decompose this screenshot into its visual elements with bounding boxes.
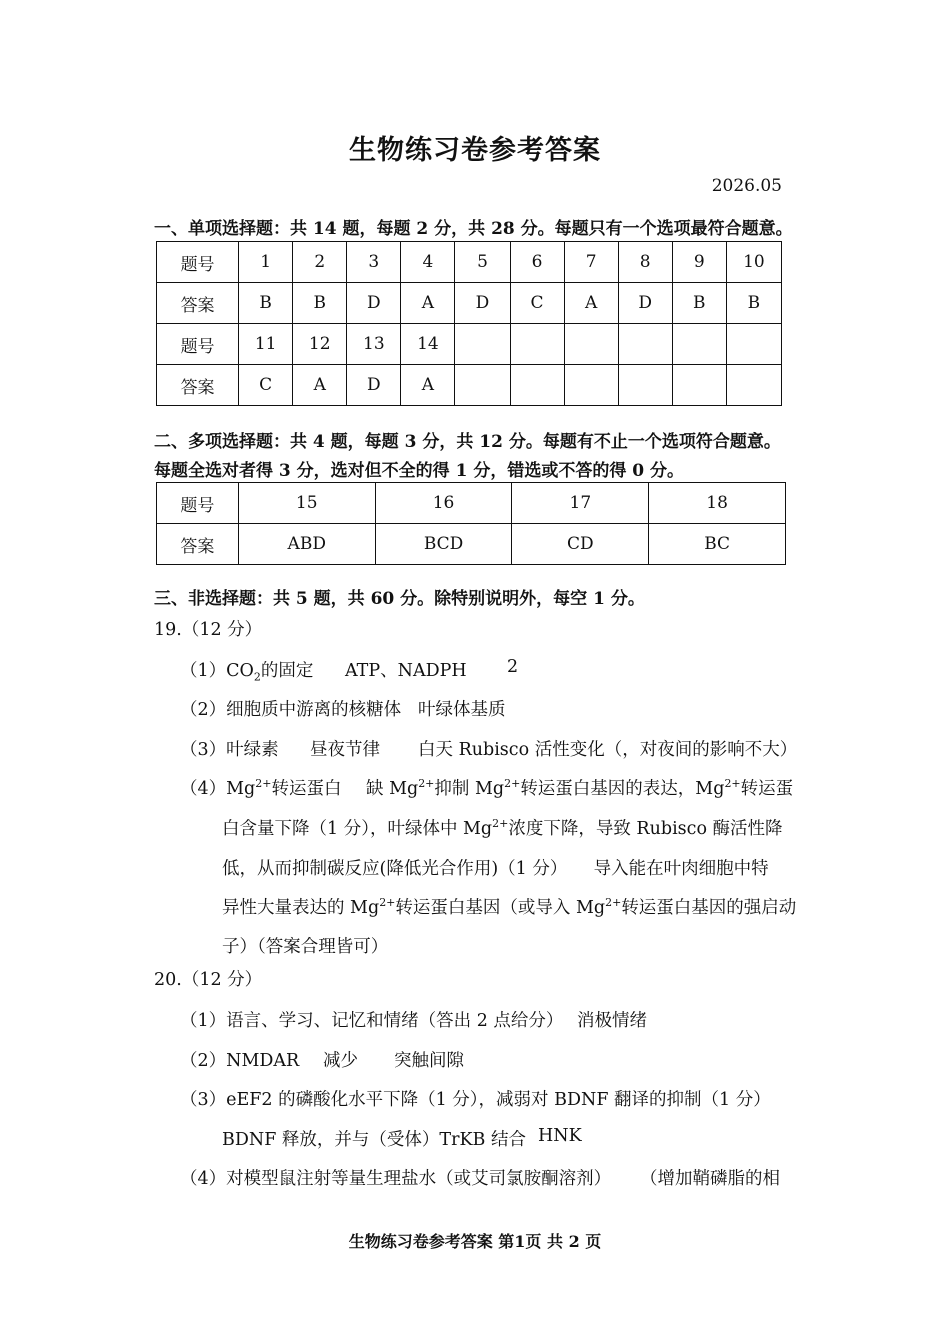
question-number: 13 bbox=[347, 324, 401, 365]
row-label-answer: 答案 bbox=[157, 365, 239, 406]
question-number: 18 bbox=[649, 483, 786, 524]
answer-cell: D bbox=[347, 365, 401, 406]
q19-part4-f: 转运蛋 bbox=[740, 779, 794, 799]
empty-cell bbox=[510, 365, 564, 406]
q19-part3-c: 白天 Rubisco 活性变化（，对夜间的影响不大） bbox=[418, 740, 798, 760]
empty-cell bbox=[726, 324, 781, 365]
superscript: 2+ bbox=[492, 817, 509, 831]
q19-part3-a: （3）叶绿素 bbox=[180, 740, 279, 760]
question-number: 6 bbox=[510, 242, 564, 283]
q20-part4-b: （增加鞘磷脂的相 bbox=[640, 1169, 780, 1189]
subscript: 2 bbox=[253, 670, 261, 684]
question-number: 8 bbox=[618, 242, 672, 283]
q19-part4-line1 bbox=[180, 775, 341, 800]
q19-part4-d: 抑制 Mg bbox=[434, 779, 505, 799]
answer-cell: B bbox=[239, 283, 293, 324]
exam-date: 2026.05 bbox=[711, 176, 782, 196]
empty-cell bbox=[672, 365, 726, 406]
q19-heading: 19.（12 分） bbox=[154, 620, 263, 640]
answer-cell: CD bbox=[512, 524, 649, 565]
answer-cell: A bbox=[564, 283, 618, 324]
superscript: 2+ bbox=[418, 777, 435, 791]
empty-cell bbox=[618, 365, 672, 406]
q20-part1-a: （1）语言、学习、记忆和情绪（答出 2 点给分） bbox=[180, 1011, 564, 1031]
superscript: 2+ bbox=[605, 896, 622, 910]
question-number: 14 bbox=[401, 324, 455, 365]
superscript: 2+ bbox=[504, 777, 521, 791]
row-label-question: 题号 bbox=[157, 242, 239, 283]
superscript: 2+ bbox=[379, 896, 396, 910]
answer-cell: D bbox=[455, 283, 510, 324]
question-number: 5 bbox=[455, 242, 510, 283]
question-number: 11 bbox=[239, 324, 293, 365]
empty-cell bbox=[510, 324, 564, 365]
section3-header: 三、非选择题：共 5 题，共 60 分。除特别说明外，每空 1 分。 bbox=[154, 589, 645, 609]
multi-choice-table bbox=[156, 482, 786, 565]
section2-scoring-note: 每题全选对者得 3 分，选对但不全的得 1 分，错选或不答的得 0 分。 bbox=[154, 461, 684, 481]
answer-cell: A bbox=[293, 365, 347, 406]
q19-part4-line5: 子）（答案合理皆可） bbox=[222, 937, 389, 957]
q19-part1-c: ATP、NADPH bbox=[345, 661, 467, 681]
table-row bbox=[157, 242, 782, 283]
q19-part1-d: 2 bbox=[507, 657, 519, 677]
answer-cell: C bbox=[510, 283, 564, 324]
page-footer: 生物练习卷参考答案 第1页 共 2 页 bbox=[348, 1232, 602, 1251]
q20-part2-b: 减少 bbox=[323, 1051, 358, 1071]
question-number: 2 bbox=[293, 242, 347, 283]
answer-cell: D bbox=[347, 283, 401, 324]
answer-cell: C bbox=[239, 365, 293, 406]
question-number: 16 bbox=[375, 483, 512, 524]
row-label-question: 题号 bbox=[157, 483, 239, 524]
row-label-answer: 答案 bbox=[157, 524, 239, 565]
question-number: 17 bbox=[512, 483, 649, 524]
q20-part2-c: 突触间隙 bbox=[394, 1051, 464, 1071]
q19-part4-line4-b: 转运蛋白基因（或导入 Mg bbox=[395, 898, 606, 918]
table-row bbox=[157, 524, 786, 565]
answer-cell: ABD bbox=[238, 524, 375, 565]
q19-part2-a: （2）细胞质中游离的核糖体 bbox=[180, 700, 402, 720]
q19-part4-line4 bbox=[222, 894, 796, 919]
table-row bbox=[157, 324, 782, 365]
answer-cell: D bbox=[618, 283, 672, 324]
q20-part3-line2-b: HNK bbox=[538, 1126, 582, 1146]
question-number: 12 bbox=[293, 324, 347, 365]
single-choice-table bbox=[156, 241, 782, 406]
q19-part4-line2 bbox=[222, 815, 783, 840]
empty-cell bbox=[618, 324, 672, 365]
q19-part4-e: 转运蛋白基因的表达，Mg bbox=[520, 779, 725, 799]
question-number: 1 bbox=[239, 242, 293, 283]
answer-cell: BC bbox=[649, 524, 786, 565]
q20-part3-line1: （3）eEF2 的磷酸化水平下降（1 分），减弱对 BDNF 翻译的抑制（1 分） bbox=[180, 1090, 771, 1110]
q19-part1-a: （1）CO bbox=[180, 661, 254, 681]
question-number: 15 bbox=[238, 483, 375, 524]
q19-part4-line1b bbox=[366, 775, 793, 800]
q19-part4-line2-a: 白含量下降（1 分），叶绿体中 Mg bbox=[222, 819, 493, 839]
answer-cell: B bbox=[293, 283, 347, 324]
question-number: 10 bbox=[726, 242, 781, 283]
table-row bbox=[157, 365, 782, 406]
question-number: 3 bbox=[347, 242, 401, 283]
q19-part3-b: 昼夜节律 bbox=[310, 740, 380, 760]
answer-cell: A bbox=[401, 283, 455, 324]
q20-heading: 20.（12 分） bbox=[154, 970, 263, 990]
question-number: 9 bbox=[672, 242, 726, 283]
q19-part4-b: 转运蛋白 bbox=[271, 779, 342, 799]
superscript: 2+ bbox=[255, 777, 272, 791]
q19-part4-line2-b: 浓度下降，导致 Rubisco 酶活性降 bbox=[508, 819, 783, 839]
empty-cell bbox=[726, 365, 781, 406]
row-label-answer: 答案 bbox=[157, 283, 239, 324]
section1-header: 一、单项选择题：共 14 题，每题 2 分，共 28 分。每题只有一个选项最符合题意。 bbox=[154, 219, 793, 239]
section2-header: 二、多项选择题：共 4 题，每题 3 分，共 12 分。每题有不止一个选项符合题意。 bbox=[154, 432, 781, 452]
q20-part1-b: 消极情绪 bbox=[577, 1011, 647, 1031]
row-label-question: 题号 bbox=[157, 324, 239, 365]
q20-part3-line2-a: BDNF 释放，并与（受体）TrKB 结合 bbox=[222, 1130, 526, 1150]
q20-part4-a: （4）对模型鼠注射等量生理盐水（或艾司氯胺酮溶剂） bbox=[180, 1169, 612, 1189]
table-row bbox=[157, 283, 782, 324]
empty-cell bbox=[564, 365, 618, 406]
q19-part4-line4-c: 转运蛋白基因的强启动 bbox=[621, 898, 797, 918]
page-title: 生物练习卷参考答案 bbox=[349, 135, 601, 166]
q19-part2-b: 叶绿体基质 bbox=[418, 700, 506, 720]
answer-cell: A bbox=[401, 365, 455, 406]
question-number: 4 bbox=[401, 242, 455, 283]
empty-cell bbox=[455, 365, 510, 406]
q19-part4-line3: 低，从而抑制碳反应(降低光合作用)（1 分） 导入能在叶肉细胞中特 bbox=[222, 859, 769, 879]
q19-part1-b: 的固定 bbox=[260, 661, 314, 681]
answer-cell: BCD bbox=[375, 524, 512, 565]
table-row bbox=[157, 483, 786, 524]
question-number: 7 bbox=[564, 242, 618, 283]
empty-cell bbox=[455, 324, 510, 365]
q19-part4-line4-a: 异性大量表达的 Mg bbox=[222, 898, 380, 918]
answer-cell: B bbox=[726, 283, 781, 324]
q20-part2-a: （2）NMDAR bbox=[180, 1051, 300, 1071]
q19-part4-c: 缺 Mg bbox=[366, 779, 419, 799]
empty-cell bbox=[564, 324, 618, 365]
q19-part4-a: （4）Mg bbox=[180, 779, 256, 799]
answer-cell: B bbox=[672, 283, 726, 324]
empty-cell bbox=[672, 324, 726, 365]
q19-part1 bbox=[180, 657, 313, 684]
superscript: 2+ bbox=[724, 777, 741, 791]
